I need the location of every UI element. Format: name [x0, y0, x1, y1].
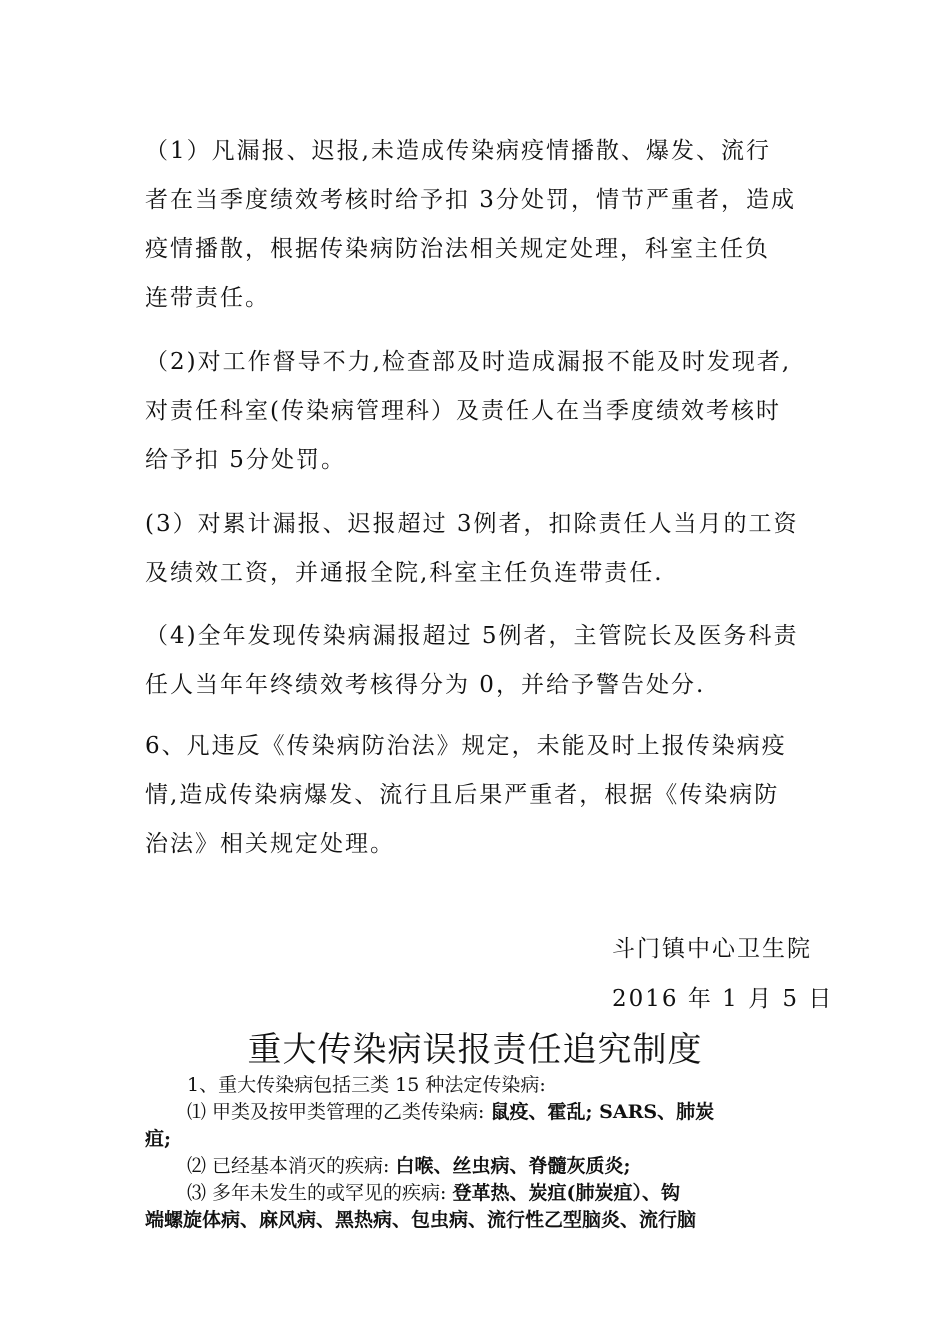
paragraph-line: 情,造成传染病爆发、流行且后果严重者，根据《传染病防	[145, 782, 780, 808]
list-item-continuation: 疽;	[145, 1128, 172, 1150]
paragraph-line: 及绩效工资，并通报全院,科室主任负连带责任.	[145, 560, 664, 586]
list-item: ⑴ 甲类及按甲类管理的乙类传染病: 鼠疫、霍乱; SARS、肺炭	[187, 1101, 715, 1123]
paragraph-line: 对责任科室(传染病管理科）及责任人在当季度绩效考核时	[145, 398, 781, 424]
list-item: ⑵ 已经基本消灭的疾病: 白喉、丝虫病、脊髓灰质炎;	[187, 1155, 631, 1177]
signature-org: 斗门镇中心卫生院	[612, 936, 812, 962]
paragraph-2	[145, 338, 810, 485]
paragraph-line: (3）对累计漏报、迟报超过 3例者，扣除责任人当月的工资	[145, 511, 799, 537]
paragraph-line: 给予扣 5分处罚。	[145, 447, 346, 473]
section-title: 重大传染病误报责任追究制度	[247, 1030, 703, 1070]
paragraph-line: （2)对工作督导不力,检查部及时造成漏报不能及时发现者,	[145, 349, 792, 375]
list-item-continuation: 端螺旋体病、麻风病、黑热病、包虫病、流行性乙型脑炎、流行脑	[145, 1209, 697, 1231]
paragraph-line: 者在当季度绩效考核时给予扣 3分处罚，情节严重者，造成	[145, 187, 796, 213]
paragraph-line: （1）凡漏报、迟报,未造成传染病疫情播散、爆发、流行	[145, 138, 771, 164]
paragraph-1	[145, 127, 810, 323]
paragraph-5	[145, 722, 810, 869]
paragraph-line: （4)全年发现传染病漏报超过 5例者，主管院长及医务科责	[145, 623, 799, 649]
section-intro: 1、重大传染病包括三类 15 种法定传染病:	[187, 1074, 546, 1096]
list-item: ⑶ 多年未发生的或罕见的疾病: 登革热、炭疽(肺炭疽）、钩	[187, 1182, 680, 1204]
paragraph-line: 连带责任。	[145, 285, 270, 311]
paragraph-3	[145, 500, 810, 598]
signature-date: 2016 年 1 月 5 日	[612, 986, 834, 1012]
paragraph-line: 6、凡违反《传染病防治法》规定，未能及时上报传染病疫	[145, 733, 787, 759]
paragraph-4	[145, 612, 810, 710]
paragraph-line: 疫情播散，根据传染病防治法相关规定处理，科室主任负	[145, 236, 770, 262]
paragraph-line: 任人当年年终绩效考核得分为 0，并给予警告处分.	[145, 672, 706, 698]
section-body	[145, 1072, 810, 1234]
paragraph-line: 治法》相关规定处理。	[145, 831, 395, 857]
